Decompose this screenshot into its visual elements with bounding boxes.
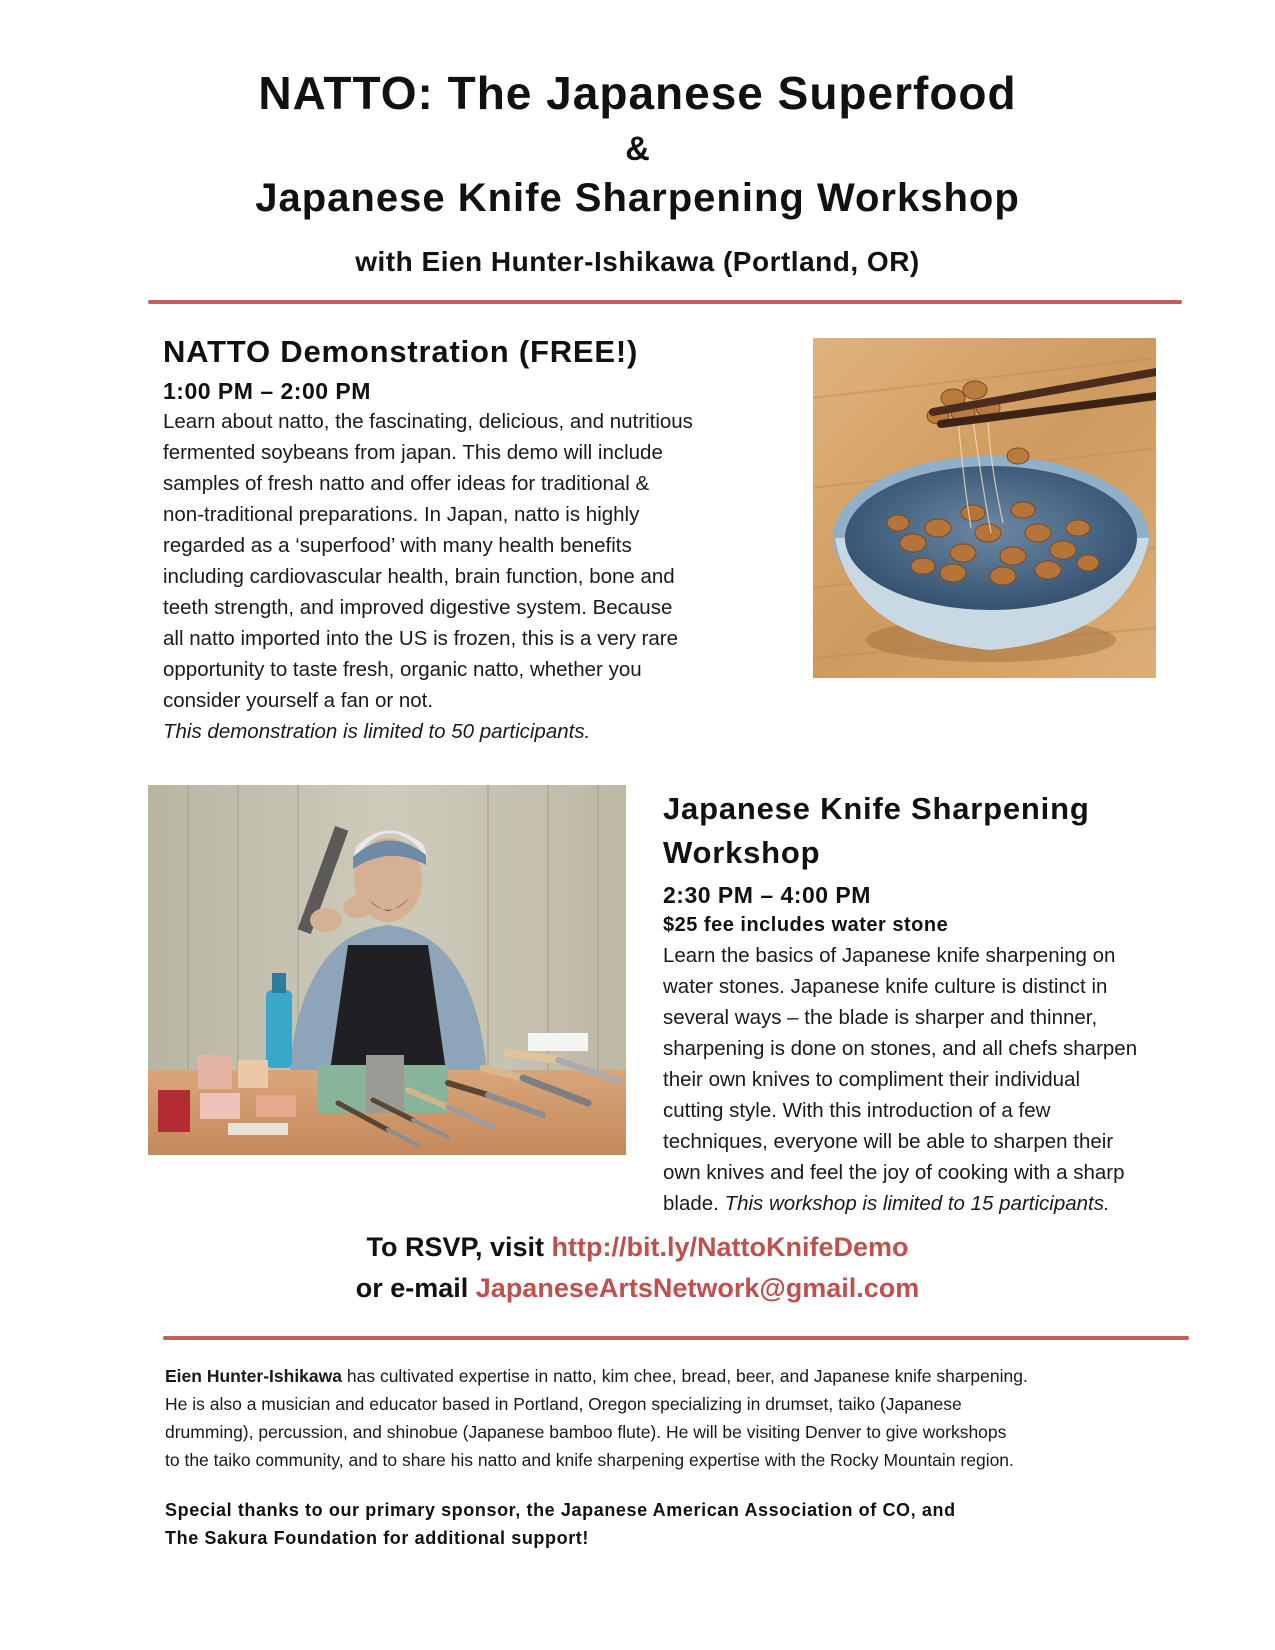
natto-description [163,406,693,747]
natto-line: opportunity to taste fresh, organic natto, whether you [163,658,642,681]
natto-bowl-photo [813,338,1156,678]
rsvp-email-label: or e-mail [355,1273,476,1303]
knife-line: their own knives to compliment their individual [663,1068,1081,1091]
knife-description [663,940,1137,1219]
natto-line: Learn about natto, the fascinating, delicious, and nutritious [163,410,693,433]
knife-limit-note: This workshop is limited to 15 participants. [724,1192,1110,1215]
knife-line: water stones. Japanese knife culture is distinct in [663,975,1108,998]
knife-fee: $25 fee includes water stone [663,914,949,936]
natto-line: all natto imported into the US is frozen, this is a very rare [163,627,679,650]
top-divider [148,300,1182,304]
knife-last-line-start: blade. [663,1192,725,1215]
knife-line: techniques, everyone will be able to sharpen their [663,1130,1114,1153]
knife-time: 2:30 PM – 4:00 PM [663,882,871,908]
natto-limit-note: This demonstration is limited to 50 participants. [163,720,591,743]
thanks-line-1: Special thanks to our primary sponsor, the Japanese American Association of CO, and [165,1500,956,1520]
knife-line: cutting style. With this introduction of a few [663,1099,1051,1122]
natto-line: teeth strength, and improved digestive system. Because [163,596,673,619]
rsvp-url-line [0,1232,1275,1263]
rsvp-email-line [0,1273,1275,1304]
bio-line-1 [165,1362,1028,1390]
knife-title-line-2: Workshop [663,835,821,870]
subtitle: with Eien Hunter-Ishikawa (Portland, OR) [355,246,920,277]
rsvp-link[interactable]: http://bit.ly/NattoKnifeDemo [551,1232,909,1262]
bio-line: drumming), percussion, and shinobue (Japanese bamboo flute). He will be visiting Denver to give workshops [165,1422,1007,1442]
natto-section-title: NATTO Demonstration (FREE!) [163,334,639,369]
natto-line: regarded as a ‘superfood’ with many health benefits [163,534,632,557]
knife-section-title [663,787,1090,875]
natto-time: 1:00 PM – 2:00 PM [163,378,371,404]
title-line-2: Japanese Knife Sharpening Workshop [255,176,1020,220]
knife-title-line-1: Japanese Knife Sharpening [663,791,1090,826]
natto-line: including cardiovascular health, brain function, bone and [163,565,675,588]
bio-name: Eien Hunter-Ishikawa [165,1366,342,1386]
natto-line: non-traditional preparations. In Japan, natto is highly [163,503,640,526]
bio-line: to the taiko community, and to share his natto and knife sharpening expertise with the Rocky Mountain region. [165,1450,1014,1470]
natto-line: samples of fresh natto and offer ideas for traditional & [163,472,650,495]
rsvp-email-link[interactable]: JapaneseArtsNetwork@gmail.com [475,1273,920,1303]
knife-line: own knives and feel the joy of cooking with a sharp [663,1161,1125,1184]
knife-line: sharpening is done on stones, and all chefs sharpen [663,1037,1138,1060]
natto-line: consider yourself a fan or not. [163,689,434,712]
knife-line: Learn the basics of Japanese knife sharpening on [663,944,1116,967]
knife-line: several ways – the blade is sharper and thinner, [663,1006,1098,1029]
title-ampersand: & [625,130,650,168]
thanks-line-2: The Sakura Foundation for additional support! [165,1528,589,1548]
rsvp-visit-label: To RSVP, visit [366,1232,552,1262]
bio-paragraph [165,1362,1028,1474]
natto-line: fermented soybeans from japan. This demo will include [163,441,663,464]
bottom-divider [163,1336,1189,1340]
bio-line: He is also a musician and educator based in Portland, Oregon specializing in drumset, taiko (Japanese [165,1394,962,1414]
bio-line-1-rest: has cultivated expertise in natto, kim chee, bread, beer, and Japanese knife sharpening. [342,1366,1028,1386]
knife-sharpening-photo [148,785,626,1155]
knife-last-line [663,1188,1137,1219]
title-line-1: NATTO: The Japanese Superfood [258,67,1017,119]
sponsor-thanks [165,1496,956,1552]
